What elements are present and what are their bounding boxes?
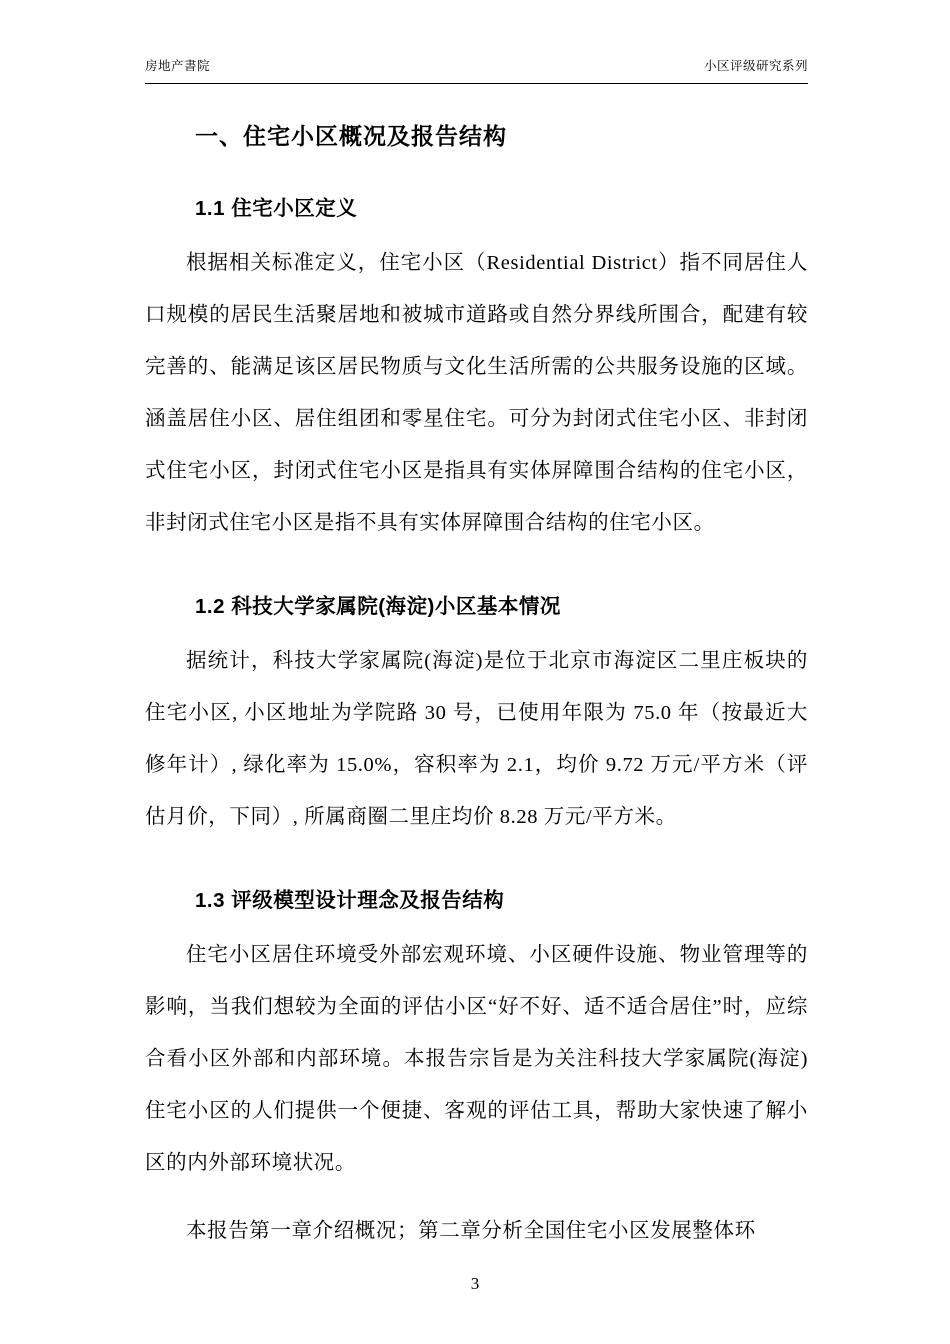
paragraph-model-concept: 住宅小区居住环境受外部宏观环境、小区硬件设施、物业管理等的影响，当我们想较为全面的评估小区“好不好、适不适合居住”时，应综合看小区外部和内部环境。本报告宗旨是为关注科技大学家属院(海淀)住宅小区的人们提供一个便捷、客观的评估工具，帮助大家快速了解小区的内外部环境状况。 bbox=[145, 944, 808, 1174]
paragraph-basic-info: 据统计，科技大学家属院(海淀)是位于北京市海淀区二里庄板块的住宅小区, 小区地址为学院路 30 号，已使用年限为 75.0 年（按最近大修年计）, 绿化率为 15.0%，容积率为 2.1，均价 9.72 万元/平方米（评估月价，下同）, 所属商圈二里庄均价 8.28 万元/平方米。 bbox=[145, 650, 808, 828]
page-footer bbox=[0, 1274, 950, 1294]
chapter-title: 一、住宅小区概况及报告结构 bbox=[195, 123, 507, 149]
document-body bbox=[145, 118, 808, 1257]
paragraph-definition: 根据相关标准定义，住宅小区（Residential District）指不同居住人口规模的居民生活聚居地和被城市道路或自然分界线所围合，配建有较完善的、能满足该区居民物质与文化生活所需的公共服务设施的区域。涵盖居住小区、居住组团和零星住宅。可分为封闭式住宅小区、非封闭式住宅小区，封闭式住宅小区是指具有实体屏障围合结构的住宅小区，非封闭式住宅小区是指不具有实体屏障围合结构的住宅小区。 bbox=[145, 252, 808, 534]
section-heading-1-3: 1.3 评级模型设计理念及报告结构 bbox=[195, 889, 505, 912]
header-left-text: 房地产書院 bbox=[145, 59, 211, 73]
section-heading-1-2: 1.2 科技大学家属院(海淀)小区基本情况 bbox=[195, 595, 561, 618]
section-heading-1-1: 1.1 住宅小区定义 bbox=[195, 197, 358, 220]
page-number: 3 bbox=[470, 1274, 480, 1293]
paragraph-report-structure: 本报告第一章介绍概况；第二章分析全国住宅小区发展整体环 bbox=[186, 1220, 756, 1242]
page-header bbox=[145, 56, 808, 84]
header-right-text: 小区评级研究系列 bbox=[703, 59, 808, 73]
